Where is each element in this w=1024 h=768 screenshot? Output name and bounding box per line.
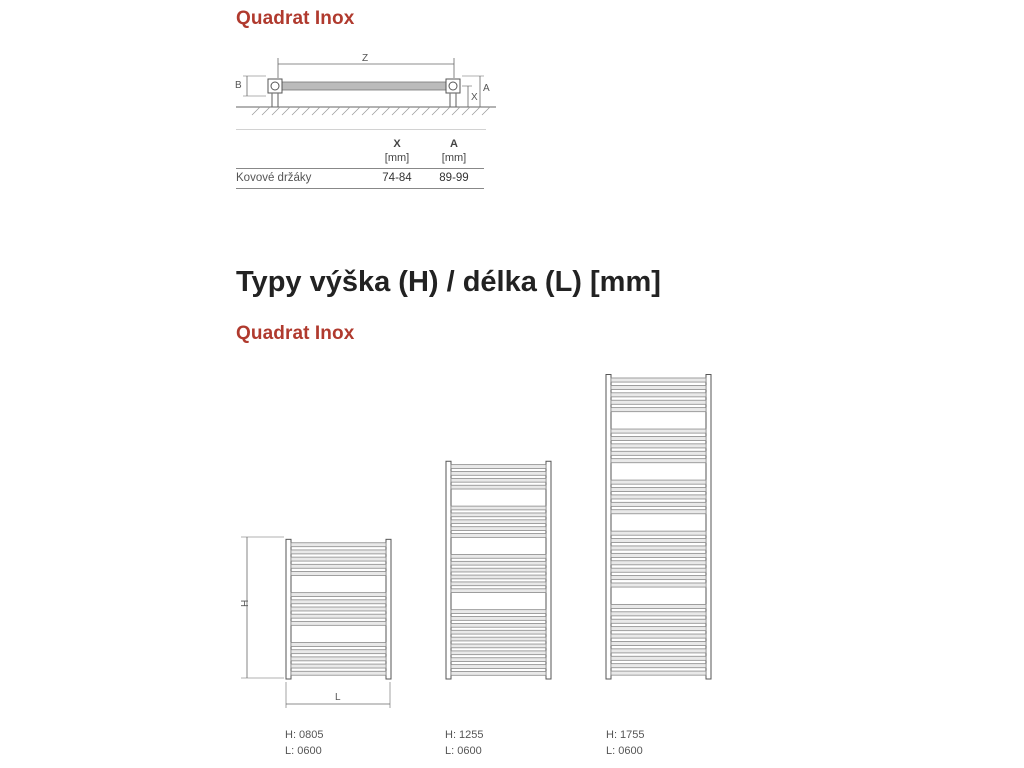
radiator-3-length: L: 0600: [606, 745, 643, 757]
radiator-bar: [611, 480, 706, 484]
radiator-bar: [451, 534, 546, 538]
radiator-bar: [291, 643, 386, 647]
radiator-bar: [611, 436, 706, 440]
radiator-bar: [451, 465, 546, 469]
radiator-bar: [291, 557, 386, 561]
col-a-header: A: [450, 138, 458, 150]
radiator-bar: [611, 664, 706, 668]
radiator-bar: [451, 478, 546, 482]
radiator-bar: [451, 527, 546, 531]
radiator-bar: [611, 408, 706, 412]
radiator-bar: [611, 641, 706, 645]
radiator-1-height: H: 0805: [285, 729, 324, 741]
radiator-bar: [451, 658, 546, 662]
row-label: Kovové držáky: [236, 172, 312, 184]
top-section-title: Quadrat Inox: [236, 8, 355, 29]
radiator-bar: [451, 610, 546, 614]
col-x-header: X: [393, 138, 401, 150]
radiator-bar: [611, 444, 706, 448]
radiator-bar: [451, 520, 546, 524]
col-x-unit: [mm]: [384, 152, 410, 164]
radiator-bar: [611, 612, 706, 616]
spec-table-header: [236, 137, 484, 169]
radiator-bar: [611, 510, 706, 514]
types-heading: Typy výška (H) / délka (L) [mm]: [236, 266, 661, 298]
radiator-bar: [291, 543, 386, 547]
radiator-bar: [611, 531, 706, 535]
radiator-bar: [611, 656, 706, 660]
radiator-bar: [611, 459, 706, 463]
radiator-bar: [451, 665, 546, 669]
radiator-bar-top-view: [281, 82, 451, 90]
radiator-left-tube: [446, 461, 451, 679]
radiator-bar: [451, 623, 546, 627]
radiator-bar: [611, 568, 706, 572]
radiator-bar: [611, 619, 706, 623]
radiator-bar: [611, 385, 706, 389]
radiator-bar: [451, 582, 546, 586]
z-label: Z: [362, 53, 369, 64]
radiator-bar: [291, 607, 386, 611]
radiator-bar: [451, 554, 546, 558]
radiator-bar: [451, 513, 546, 517]
radiator-1: [286, 539, 391, 679]
radiator-bar: [611, 561, 706, 565]
radiator-bar: [611, 546, 706, 550]
radiator-bar: [611, 451, 706, 455]
col-a-unit: [mm]: [441, 152, 467, 164]
radiator-bar: [291, 621, 386, 625]
b-label: B: [235, 80, 242, 91]
radiator-bar: [291, 593, 386, 597]
spec-table: [236, 137, 484, 189]
x-label: X: [471, 92, 478, 103]
a-label: A: [483, 83, 490, 94]
radiator-bar: [291, 614, 386, 618]
radiator-2-length: L: 0600: [445, 745, 482, 757]
radiator-bar: [611, 495, 706, 499]
wall-hatching: [252, 107, 490, 115]
radiator-drawings: [0, 350, 1024, 710]
row-x-value: 74-84: [382, 172, 412, 184]
radiator-bar: [291, 664, 386, 668]
radiator-bar: [291, 650, 386, 654]
radiator-1-length: L: 0600: [285, 745, 322, 757]
radiator-bar: [291, 600, 386, 604]
radiator-bar: [611, 393, 706, 397]
radiator-bar: [291, 564, 386, 568]
radiator-bar: [611, 604, 706, 608]
radiator-bar: [611, 634, 706, 638]
radiator-bar: [611, 400, 706, 404]
mounting-diagram: [226, 44, 506, 130]
h-label: H: [240, 599, 251, 607]
radiator-bar: [451, 485, 546, 489]
radiator-bar: [611, 502, 706, 506]
radiator-right-tube: [546, 461, 551, 679]
radiator-bar: [451, 630, 546, 634]
radiator-bar: [451, 575, 546, 579]
radiator-bar: [291, 657, 386, 661]
radiator-bar: [451, 617, 546, 621]
radiator-bar: [611, 627, 706, 631]
l-label: L: [335, 692, 341, 703]
radiator-bar: [451, 589, 546, 593]
radiator-bar: [611, 487, 706, 491]
radiator-left-tube: [606, 375, 611, 679]
radiator-2-caption: [445, 727, 484, 759]
radiator-right-tube: [706, 375, 711, 679]
radiator-bar: [291, 550, 386, 554]
radiator-2-height: H: 1255: [445, 729, 484, 741]
radiator-bar: [611, 583, 706, 587]
radiator-bar: [611, 649, 706, 653]
radiator-bar: [611, 671, 706, 675]
spec-table-row: [236, 169, 484, 189]
radiator-bar: [611, 576, 706, 580]
radiator-3: [606, 375, 711, 679]
radiator-bar: [291, 671, 386, 675]
radiator-bar: [451, 472, 546, 476]
radiator-3-height: H: 1755: [606, 729, 645, 741]
radiator-bar: [451, 651, 546, 655]
row-a-value: 89-99: [439, 172, 469, 184]
radiator-bar: [451, 637, 546, 641]
radiator-3-caption: [606, 727, 645, 759]
radiator-bar: [611, 539, 706, 543]
radiator-bar: [611, 429, 706, 433]
radiator-bar: [291, 571, 386, 575]
radiator-2: [446, 461, 551, 679]
radiator-right-tube: [386, 539, 391, 679]
radiator-bar: [451, 506, 546, 510]
radiator-bar: [451, 568, 546, 572]
radiator-1-caption: [285, 727, 324, 759]
radiator-bar: [451, 672, 546, 676]
radiator-bar: [451, 561, 546, 565]
radiator-bar: [611, 553, 706, 557]
radiator-bar: [611, 378, 706, 382]
radiator-left-tube: [286, 539, 291, 679]
types-subtitle: Quadrat Inox: [236, 323, 355, 344]
radiator-bar: [451, 644, 546, 648]
